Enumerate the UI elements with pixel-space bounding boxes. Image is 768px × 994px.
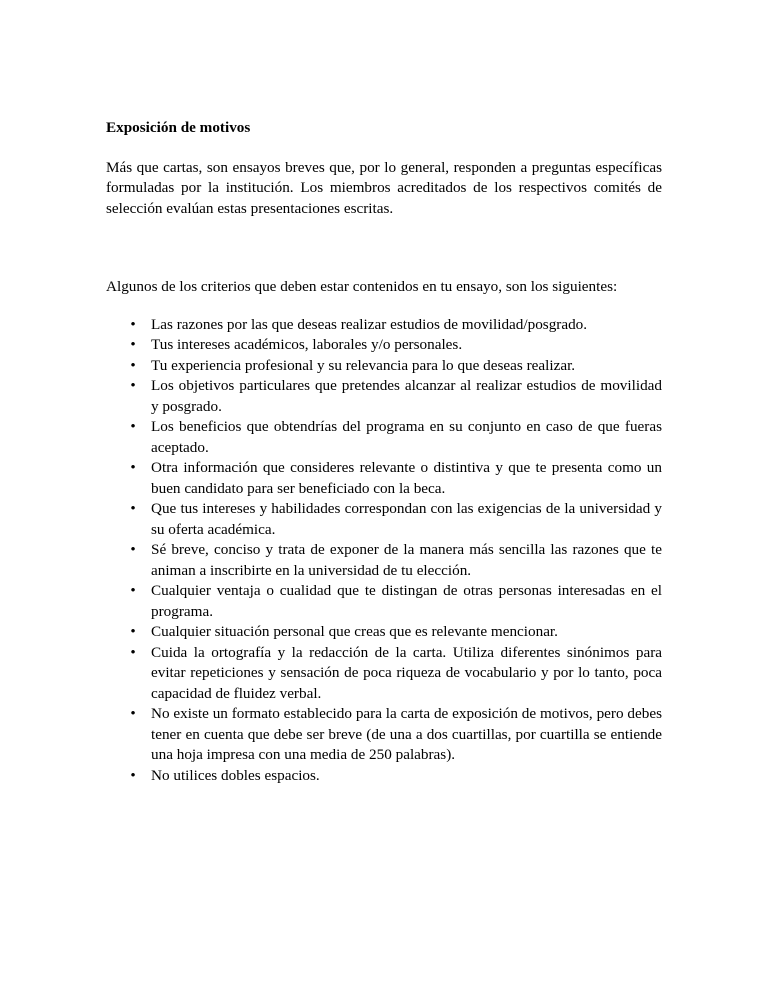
bullet-icon: • <box>130 459 136 476</box>
list-item <box>106 356 662 377</box>
list-item-text: Cualquier ventaja o cualidad que te distingan de otras personas interesadas en el programa. <box>151 582 662 620</box>
bullet-icon: • <box>130 541 136 558</box>
list-item <box>106 417 662 458</box>
list-item-text: Los objetivos particulares que pretendes alcanzar al realizar estudios de movilidad y posgrado. <box>151 377 662 415</box>
list-item-text: Sé breve, conciso y trata de exponer de la manera más sencilla las razones que te animan a inscribirte en la universidad de tu elección. <box>151 541 662 579</box>
list-item-text: Que tus intereses y habilidades correspondan con las exigencias de la universidad y su oferta académica. <box>151 500 662 538</box>
bullet-icon: • <box>130 766 136 784</box>
bullet-icon: • <box>130 500 136 517</box>
criteria-list <box>106 315 662 787</box>
document-page <box>106 118 662 786</box>
list-item <box>106 315 662 336</box>
list-item-text: Las razones por las que deseas realizar estudios de movilidad/posgrado. <box>151 315 588 333</box>
intro-paragraph: Más que cartas, son ensayos breves que, por lo general, responden a preguntas específicas formuladas por la institución. Los miembros acreditados de los respectivos comités de selección evalúan estas presentaciones escritas. <box>106 158 662 217</box>
list-item <box>106 643 662 705</box>
bullet-icon: • <box>130 356 136 374</box>
list-item <box>106 704 662 766</box>
bullet-icon: • <box>130 582 136 599</box>
bullet-icon: • <box>130 643 136 661</box>
bullet-icon: • <box>130 336 136 353</box>
list-item <box>106 540 662 581</box>
list-item <box>106 766 662 787</box>
list-item <box>106 622 662 643</box>
bullet-icon: • <box>130 377 136 394</box>
list-item-text: No existe un formato establecido para la carta de exposición de motivos, pero debes tener en cuenta que debe ser breve (de una a dos cuartillas, por cuartilla se entiende una hoja impresa con una media de 250 palabras). <box>151 705 662 763</box>
bullet-icon: • <box>130 418 136 435</box>
list-item-text: Otra información que consideres relevante o distintiva y que te presenta como un buen candidato para ser beneficiado con la beca. <box>151 459 662 497</box>
list-item-text: Cuida la ortografía y la redacción de la carta. Utiliza diferentes sinónimos para evitar repeticiones y sensación de poca riqueza de vocabulario y por lo tanto, poca capacidad de fluidez verbal. <box>151 643 662 702</box>
list-item-text: No utilices dobles espacios. <box>151 766 320 784</box>
bullet-icon: • <box>130 705 136 722</box>
bullet-icon: • <box>130 315 136 333</box>
list-item <box>106 499 662 540</box>
list-item-text: Tu experiencia profesional y su relevancia para lo que deseas realizar. <box>151 356 576 374</box>
bullet-icon: • <box>130 623 136 640</box>
document-title: Exposición de motivos <box>106 119 251 136</box>
list-item <box>106 376 662 417</box>
list-item <box>106 458 662 499</box>
list-item <box>106 581 662 622</box>
criteria-lead-paragraph: Algunos de los criterios que deben estar contenidos en tu ensayo, son los siguientes: <box>106 278 618 295</box>
list-item <box>106 335 662 356</box>
list-item-text: Cualquier situación personal que creas que es relevante mencionar. <box>151 623 558 640</box>
list-item-text: Los beneficios que obtendrías del programa en su conjunto en caso de que fueras aceptado. <box>151 418 662 456</box>
list-item-text: Tus intereses académicos, laborales y/o personales. <box>151 336 463 353</box>
